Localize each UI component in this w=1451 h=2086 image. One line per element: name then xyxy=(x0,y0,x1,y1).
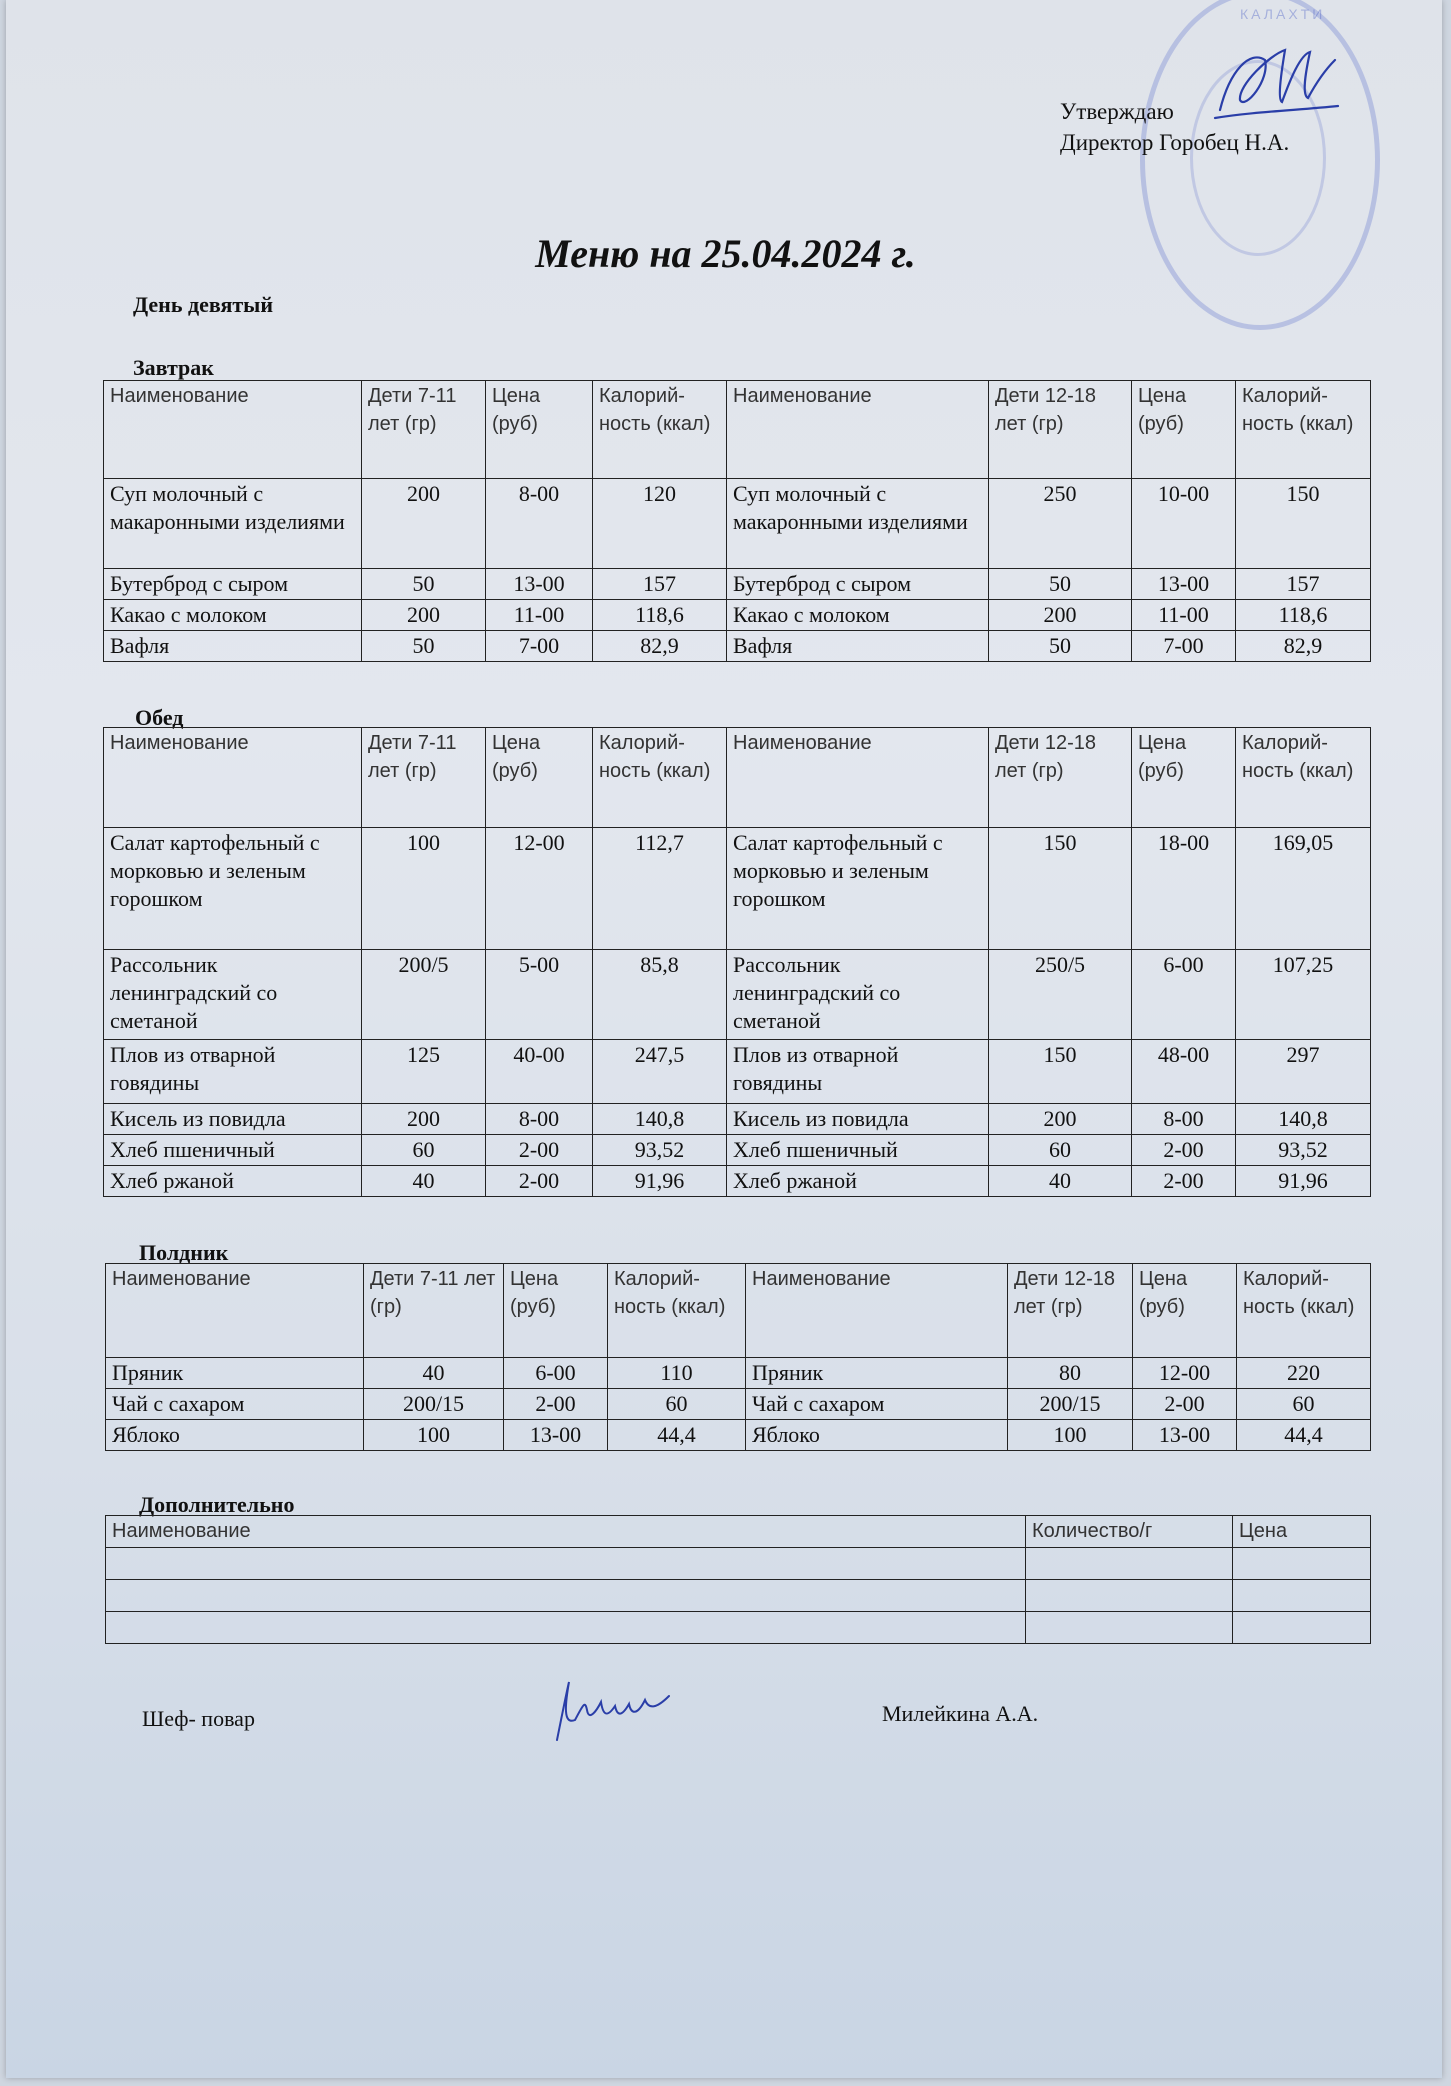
calories-cell: 118,6 xyxy=(593,600,727,631)
portion-cell: 250 xyxy=(989,479,1132,569)
price-cell: 6-00 xyxy=(1132,950,1236,1040)
price-cell: 48-00 xyxy=(1132,1040,1236,1104)
dish-name-cell: Яблоко xyxy=(746,1420,1008,1451)
dish-name-cell: Суп молочный с макаронными изделиями xyxy=(727,479,989,569)
portion-cell: 60 xyxy=(362,1135,486,1166)
price-cell: 12-00 xyxy=(1133,1358,1237,1389)
price-cell: 7-00 xyxy=(486,631,593,662)
header-cell: Цена xyxy=(1233,1516,1371,1548)
price-cell: 13-00 xyxy=(504,1420,608,1451)
dish-name-cell: Пряник xyxy=(746,1358,1008,1389)
price-cell: 6-00 xyxy=(504,1358,608,1389)
calories-cell: 112,7 xyxy=(593,828,727,950)
table-row xyxy=(104,1040,1371,1104)
dish-name-cell: Яблоко xyxy=(106,1420,364,1451)
calories-cell: 60 xyxy=(1237,1389,1371,1420)
header-cell: Наименование xyxy=(104,381,362,479)
table-row xyxy=(104,1166,1371,1197)
portion-cell: 200 xyxy=(989,1104,1132,1135)
portion-cell: 50 xyxy=(362,569,486,600)
dish-name-cell: Рассольник ленинградский со сметаной xyxy=(727,950,989,1040)
portion-cell: 200/5 xyxy=(362,950,486,1040)
calories-cell: 297 xyxy=(1236,1040,1371,1104)
table-header-row xyxy=(106,1516,1371,1548)
calories-cell: 60 xyxy=(608,1389,746,1420)
header-cell: Количество/г xyxy=(1026,1516,1233,1548)
header-cell: Калорий-ность (ккал) xyxy=(593,381,727,479)
calories-cell: 140,8 xyxy=(593,1104,727,1135)
table-row xyxy=(104,631,1371,662)
dish-name-cell: Чай с сахаром xyxy=(106,1389,364,1420)
calories-cell: 150 xyxy=(1236,479,1371,569)
price-cell: 8-00 xyxy=(486,479,593,569)
table-header-row xyxy=(104,381,1371,479)
approval-block xyxy=(1060,96,1289,158)
calories-cell: 44,4 xyxy=(1237,1420,1371,1451)
header-cell: Калорий-ность (ккал) xyxy=(608,1264,746,1358)
table-row xyxy=(104,828,1371,950)
portion-cell: 40 xyxy=(364,1358,504,1389)
portion-cell: 100 xyxy=(1008,1420,1133,1451)
portion-cell: 200 xyxy=(989,600,1132,631)
price-cell: 2-00 xyxy=(486,1166,593,1197)
calories-cell: 85,8 xyxy=(593,950,727,1040)
day-label: День девятый xyxy=(133,292,274,317)
calories-cell: 118,6 xyxy=(1236,600,1371,631)
header-cell: Наименование xyxy=(727,381,989,479)
price-cell: 8-00 xyxy=(1132,1104,1236,1135)
header-cell: Цена (руб) xyxy=(1132,728,1236,828)
portion-cell: 50 xyxy=(362,631,486,662)
page-title: Меню на 25.04.2024 г. xyxy=(535,231,916,276)
calories-cell: 91,96 xyxy=(1236,1166,1371,1197)
dish-name-cell: Какао с молоком xyxy=(104,600,362,631)
dish-name-cell: Хлеб пшеничный xyxy=(104,1135,362,1166)
price-cell: 13-00 xyxy=(1132,569,1236,600)
approval-line-2: Директор Горобец Н.А. xyxy=(1060,130,1290,155)
section-label-breakfast: Завтрак xyxy=(133,355,214,380)
dish-name-cell: Суп молочный с макаронными изделиями xyxy=(104,479,362,569)
section-label-extra: Дополнительно xyxy=(139,1492,295,1517)
calories-cell: 120 xyxy=(593,479,727,569)
dish-name-cell: Рассольник ленинградский со сметаной xyxy=(104,950,362,1040)
stamp-text: КАЛАХТИ xyxy=(1240,6,1326,22)
table-row xyxy=(106,1358,1371,1389)
portion-cell: 80 xyxy=(1008,1358,1133,1389)
header-cell: Наименование xyxy=(104,728,362,828)
calories-cell: 82,9 xyxy=(593,631,727,662)
table-row xyxy=(104,600,1371,631)
dish-name-cell: Вафля xyxy=(104,631,362,662)
table-row xyxy=(104,569,1371,600)
calories-cell: 107,25 xyxy=(1236,950,1371,1040)
price-cell: 11-00 xyxy=(486,600,593,631)
price-cell: 8-00 xyxy=(486,1104,593,1135)
price-cell: 11-00 xyxy=(1132,600,1236,631)
dish-name-cell: Бутерброд с сыром xyxy=(104,569,362,600)
calories-cell: 82,9 xyxy=(1236,631,1371,662)
dish-name-cell: Салат картофельный с морковью и зеленым горошком xyxy=(727,828,989,950)
table-row xyxy=(104,479,1371,569)
header-cell: Наименование xyxy=(727,728,989,828)
price-cell: 2-00 xyxy=(504,1389,608,1420)
header-cell: Дети 12-18 лет (гр) xyxy=(1008,1264,1133,1358)
calories-cell: 157 xyxy=(1236,569,1371,600)
chef-role: Шеф- повар xyxy=(142,1706,255,1731)
price-cell: 2-00 xyxy=(486,1135,593,1166)
portion-cell: 150 xyxy=(989,828,1132,950)
price-cell: 18-00 xyxy=(1132,828,1236,950)
dish-name-cell: Бутерброд с сыром xyxy=(727,569,989,600)
portion-cell: 100 xyxy=(362,828,486,950)
header-cell: Цена (руб) xyxy=(1133,1264,1237,1358)
portion-cell: 200/15 xyxy=(1008,1389,1133,1420)
section-label-lunch: Обед xyxy=(135,705,184,730)
dish-name-cell: Пряник xyxy=(106,1358,364,1389)
header-cell: Дети 7-11 лет (гр) xyxy=(362,728,486,828)
header-cell: Дети 12-18 лет (гр) xyxy=(989,728,1132,828)
table-header-row xyxy=(106,1264,1371,1358)
table-row xyxy=(104,950,1371,1040)
portion-cell: 50 xyxy=(989,569,1132,600)
portion-cell: 200 xyxy=(362,479,486,569)
price-cell: 40-00 xyxy=(486,1040,593,1104)
header-cell: Калорий-ность (ккал) xyxy=(593,728,727,828)
calories-cell: 93,52 xyxy=(593,1135,727,1166)
header-cell: Цена (руб) xyxy=(1132,381,1236,479)
calories-cell: 169,05 xyxy=(1236,828,1371,950)
price-cell: 13-00 xyxy=(486,569,593,600)
portion-cell: 50 xyxy=(989,631,1132,662)
price-cell: 10-00 xyxy=(1132,479,1236,569)
header-cell: Дети 12-18 лет (гр) xyxy=(989,381,1132,479)
table-row xyxy=(104,1135,1371,1166)
section-label-snack: Полдник xyxy=(139,1240,229,1265)
snack-table xyxy=(105,1263,1371,1451)
header-cell: Калорий-ность (ккал) xyxy=(1237,1264,1371,1358)
table-row-empty xyxy=(106,1612,1371,1644)
portion-cell: 200/15 xyxy=(364,1389,504,1420)
chef-signature xyxy=(545,1670,675,1750)
calories-cell: 140,8 xyxy=(1236,1104,1371,1135)
header-cell: Наименование xyxy=(746,1264,1008,1358)
table-row-empty xyxy=(106,1548,1371,1580)
breakfast-table xyxy=(103,380,1371,662)
lunch-table xyxy=(103,727,1371,1197)
table-row-empty xyxy=(106,1580,1371,1612)
header-cell: Калорий-ность (ккал) xyxy=(1236,728,1371,828)
dish-name-cell: Плов из отварной говядины xyxy=(727,1040,989,1104)
approval-line-1: Утверждаю xyxy=(1060,99,1174,124)
price-cell: 5-00 xyxy=(486,950,593,1040)
price-cell: 7-00 xyxy=(1132,631,1236,662)
header-cell: Цена (руб) xyxy=(504,1264,608,1358)
portion-cell: 250/5 xyxy=(989,950,1132,1040)
dish-name-cell: Кисель из повидла xyxy=(104,1104,362,1135)
calories-cell: 110 xyxy=(608,1358,746,1389)
portion-cell: 150 xyxy=(989,1040,1132,1104)
dish-name-cell: Хлеб ржаной xyxy=(727,1166,989,1197)
table-header-row xyxy=(104,728,1371,828)
dish-name-cell: Кисель из повидла xyxy=(727,1104,989,1135)
dish-name-cell: Плов из отварной говядины xyxy=(104,1040,362,1104)
dish-name-cell: Хлеб пшеничный xyxy=(727,1135,989,1166)
dish-name-cell: Чай с сахаром xyxy=(746,1389,1008,1420)
portion-cell: 125 xyxy=(362,1040,486,1104)
portion-cell: 60 xyxy=(989,1135,1132,1166)
table-row xyxy=(106,1420,1371,1451)
portion-cell: 40 xyxy=(989,1166,1132,1197)
calories-cell: 157 xyxy=(593,569,727,600)
header-cell: Цена (руб) xyxy=(486,728,593,828)
price-cell: 13-00 xyxy=(1133,1420,1237,1451)
dish-name-cell: Какао с молоком xyxy=(727,600,989,631)
calories-cell: 93,52 xyxy=(1236,1135,1371,1166)
calories-cell: 247,5 xyxy=(593,1040,727,1104)
price-cell: 2-00 xyxy=(1132,1166,1236,1197)
calories-cell: 220 xyxy=(1237,1358,1371,1389)
price-cell: 12-00 xyxy=(486,828,593,950)
calories-cell: 44,4 xyxy=(608,1420,746,1451)
table-row xyxy=(104,1104,1371,1135)
price-cell: 2-00 xyxy=(1132,1135,1236,1166)
portion-cell: 40 xyxy=(362,1166,486,1197)
table-row xyxy=(106,1389,1371,1420)
header-cell: Дети 7-11 лет (гр) xyxy=(364,1264,504,1358)
header-cell: Цена (руб) xyxy=(486,381,593,479)
calories-cell: 91,96 xyxy=(593,1166,727,1197)
price-cell: 2-00 xyxy=(1133,1389,1237,1420)
header-cell: Калорий-ность (ккал) xyxy=(1236,381,1371,479)
dish-name-cell: Салат картофельный с морковью и зеленым горошком xyxy=(104,828,362,950)
portion-cell: 200 xyxy=(362,600,486,631)
dish-name-cell: Хлеб ржаной xyxy=(104,1166,362,1197)
portion-cell: 100 xyxy=(364,1420,504,1451)
header-cell: Дети 7-11 лет (гр) xyxy=(362,381,486,479)
header-cell: Наименование xyxy=(106,1264,364,1358)
extra-table xyxy=(105,1515,1371,1644)
chef-name: Милейкина А.А. xyxy=(882,1701,1039,1726)
dish-name-cell: Вафля xyxy=(727,631,989,662)
header-cell: Наименование xyxy=(106,1516,1026,1548)
portion-cell: 200 xyxy=(362,1104,486,1135)
